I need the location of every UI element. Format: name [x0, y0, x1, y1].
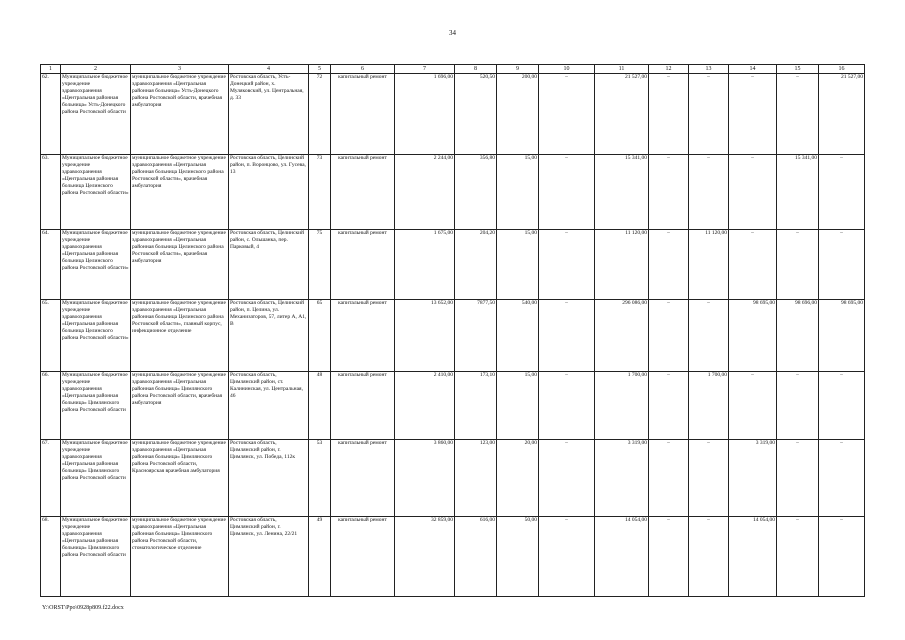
col16-cell: 21 527,00	[819, 74, 865, 155]
footer-file-path: Y:\ORST\Ppo\0928p809.f22.docx	[42, 605, 124, 611]
col16-cell: –	[819, 517, 865, 597]
table-row	[41, 300, 865, 372]
col13-cell: –	[689, 517, 729, 597]
page-number: 34	[449, 29, 456, 37]
holder-cell: Муниципальное бюджетное учреждение здравоохранения «Центральная районная больница» Цимлянского района Ростовской области	[61, 372, 131, 440]
col11-cell: 3 319,00	[595, 440, 649, 517]
col16-cell: –	[819, 440, 865, 517]
work-type-cell: капитальный ремонт	[331, 230, 395, 300]
object-cell: муниципальное бюджетное учреждение здравоохранения «Центральная районная больница Целинского района Ростовской области», врачебная амбулатория	[131, 155, 229, 230]
address-cell: Ростовская область, Цимлянский район, ст. Калининская, ул. Центральная, 46	[229, 372, 309, 440]
col14-cell: 98 695,00	[729, 300, 777, 372]
row-number: 67.	[41, 440, 61, 517]
column-number: 6	[331, 65, 395, 74]
table-row	[41, 440, 865, 517]
col7-cell: 1 675,00	[395, 230, 455, 300]
column-number: 14	[729, 65, 777, 74]
col11-cell: 21 527,00	[595, 74, 649, 155]
col5-cell: 48	[309, 372, 331, 440]
row-number: 66.	[41, 372, 61, 440]
column-number: 9	[497, 65, 539, 74]
column-number: 8	[455, 65, 497, 74]
holder-cell: Муниципальное бюджетное учреждение здравоохранения «Центральная районная больница» Цимлянского района Ростовской области	[61, 517, 131, 597]
col9-cell: 15,00	[497, 372, 539, 440]
row-number: 62.	[41, 74, 61, 155]
col10-cell: –	[539, 372, 595, 440]
col7-cell: 2 410,00	[395, 372, 455, 440]
col15-cell: –	[777, 372, 819, 440]
column-number: 12	[649, 65, 689, 74]
col12-cell: –	[649, 372, 689, 440]
col10-cell: –	[539, 74, 595, 155]
col12-cell: –	[649, 74, 689, 155]
col10-cell: –	[539, 230, 595, 300]
table-row	[41, 517, 865, 597]
col15-cell: 15 341,00	[777, 155, 819, 230]
col7-cell: 3 860,00	[395, 440, 455, 517]
col14-cell: 14 054,00	[729, 517, 777, 597]
col13-cell: –	[689, 74, 729, 155]
row-number: 64.	[41, 230, 61, 300]
col8-cell: 520,50	[455, 74, 497, 155]
col15-cell: –	[777, 230, 819, 300]
col14-cell: –	[729, 372, 777, 440]
col5-cell: 53	[309, 440, 331, 517]
holder-cell: Муниципальное бюджетное учреждение здравоохранения «Центральная районная больница Целинского района Ростовской области»	[61, 230, 131, 300]
column-number: 1	[41, 65, 61, 74]
col9-cell: 15,00	[497, 155, 539, 230]
col11-cell: 14 054,00	[595, 517, 649, 597]
address-cell: Ростовская область, Цимлянский район, г. Цимлянск, ул. Победа, 112к	[229, 440, 309, 517]
row-number: 63.	[41, 155, 61, 230]
column-number: 15	[777, 65, 819, 74]
address-cell: Ростовская область, Целинский район, с. Ольшанка, пер. Парковый, 4	[229, 230, 309, 300]
col8-cell: 7877,50	[455, 300, 497, 372]
table-row	[41, 155, 865, 230]
col8-cell: 123,00	[455, 440, 497, 517]
work-type-cell: капитальный ремонт	[331, 372, 395, 440]
work-type-cell: капитальный ремонт	[331, 300, 395, 372]
col10-cell: –	[539, 300, 595, 372]
col11-cell: 1 700,00	[595, 372, 649, 440]
column-number: 11	[595, 65, 649, 74]
col15-cell: –	[777, 517, 819, 597]
col5-cell: 75	[309, 230, 331, 300]
table-body	[41, 65, 865, 597]
col9-cell: 50,00	[497, 517, 539, 597]
address-cell: Ростовская область, Цимлянский район, г. Цимлянск, ул. Ленина, 22/21	[229, 517, 309, 597]
row-number: 65.	[41, 300, 61, 372]
work-type-cell: капитальный ремонт	[331, 155, 395, 230]
column-number: 7	[395, 65, 455, 74]
col5-cell: 49	[309, 517, 331, 597]
col11-cell: 15 341,00	[595, 155, 649, 230]
capital-repair-table	[40, 64, 865, 597]
col14-cell: –	[729, 74, 777, 155]
col16-cell: –	[819, 230, 865, 300]
col8-cell: 616,00	[455, 517, 497, 597]
work-type-cell: капитальный ремонт	[331, 440, 395, 517]
col12-cell: –	[649, 230, 689, 300]
col5-cell: 72	[309, 74, 331, 155]
col10-cell: –	[539, 155, 595, 230]
col16-cell: –	[819, 155, 865, 230]
address-cell: Ростовская область, Целинский район, п. Воронцово, ул. Гусева, 13	[229, 155, 309, 230]
object-cell: муниципальное бюджетное учреждение здравоохранения «Центральная районная больница Целинского района Ростовской области», главный корпус, инфекционное отделение	[131, 300, 229, 372]
col12-cell: –	[649, 440, 689, 517]
holder-cell: Муниципальное бюджетное учреждение здравоохранения «Центральная районная больница Целинского района Ростовской области»	[61, 300, 131, 372]
col14-cell: –	[729, 230, 777, 300]
col5-cell: 65	[309, 300, 331, 372]
col9-cell: 200,00	[497, 74, 539, 155]
work-type-cell: капитальный ремонт	[331, 517, 395, 597]
col16-cell: –	[819, 372, 865, 440]
col7-cell: 2 244,00	[395, 155, 455, 230]
col13-cell: –	[689, 300, 729, 372]
col15-cell: –	[777, 74, 819, 155]
row-number: 68.	[41, 517, 61, 597]
column-number: 2	[61, 65, 131, 74]
col13-cell: 1 700,00	[689, 372, 729, 440]
col7-cell: 32 859,00	[395, 517, 455, 597]
table-row	[41, 372, 865, 440]
col13-cell: –	[689, 440, 729, 517]
col13-cell: 11 120,00	[689, 230, 729, 300]
col8-cell: 204,20	[455, 230, 497, 300]
col11-cell: 11 120,00	[595, 230, 649, 300]
col9-cell: 540,00	[497, 300, 539, 372]
col9-cell: 20,00	[497, 440, 539, 517]
col15-cell: 98 696,00	[777, 300, 819, 372]
address-cell: Ростовская область, Целинский район, п. Целина, ул. Механизаторов, 57, литер А, А1, В	[229, 300, 309, 372]
col12-cell: –	[649, 517, 689, 597]
column-number: 4	[229, 65, 309, 74]
col7-cell: 13 652,00	[395, 300, 455, 372]
col11-cell: 296 086,00	[595, 300, 649, 372]
address-cell: Ростовская область, Усть-Донецкий район, х. Муляковский, ул. Центральная, д. 33	[229, 74, 309, 155]
col10-cell: –	[539, 517, 595, 597]
holder-cell: Муниципальное бюджетное учреждение здравоохранения «Центральная районная больница» Цимлянского района Ростовской области	[61, 440, 131, 517]
work-type-cell: капитальный ремонт	[331, 74, 395, 155]
col7-cell: 1 696,00	[395, 74, 455, 155]
col9-cell: 15,00	[497, 230, 539, 300]
object-cell: муниципальное бюджетное учреждение здравоохранения «Центральная районная больница» Цимлянского района Ростовской области, врачебная амбулатория	[131, 372, 229, 440]
object-cell: муниципальное бюджетное учреждение здравоохранения «Центральная районная больница» Цимлянского района Ростовской области, стоматологическое отделение	[131, 517, 229, 597]
col8-cell: 356,80	[455, 155, 497, 230]
col12-cell: –	[649, 300, 689, 372]
column-number: 3	[131, 65, 229, 74]
col5-cell: 73	[309, 155, 331, 230]
holder-cell: Муниципальное бюджетное учреждение здравоохранения «Центральная районная больница Целинского района Ростовской области»	[61, 155, 131, 230]
col13-cell: –	[689, 155, 729, 230]
col12-cell: –	[649, 155, 689, 230]
column-number: 16	[819, 65, 865, 74]
object-cell: муниципальное бюджетное учреждение здравоохранения «Центральная районная больница Целинского района Ростовской области», врачебная амбулатория	[131, 230, 229, 300]
col8-cell: 173,10	[455, 372, 497, 440]
column-number-row	[41, 65, 865, 74]
col10-cell: –	[539, 440, 595, 517]
col14-cell: 3 319,00	[729, 440, 777, 517]
table-row	[41, 230, 865, 300]
holder-cell: Муниципальное бюджетное учреждение здравоохранения «Центральная районная больница» Усть-Донецкого района Ростовской области	[61, 74, 131, 155]
object-cell: муниципальное бюджетное учреждение здравоохранения «Центральная районная больница» Усть-Донецкого района Ростовской области, врачебная амбулатория	[131, 74, 229, 155]
column-number: 10	[539, 65, 595, 74]
column-number: 13	[689, 65, 729, 74]
col16-cell: 98 695,00	[819, 300, 865, 372]
col15-cell: –	[777, 440, 819, 517]
object-cell: муниципальное бюджетное учреждение здравоохранения «Центральная районная больница» Цимлянского района Ростовской области, Красноярская врачебная амбулатория	[131, 440, 229, 517]
column-number: 5	[309, 65, 331, 74]
col14-cell: –	[729, 155, 777, 230]
table-row	[41, 74, 865, 155]
